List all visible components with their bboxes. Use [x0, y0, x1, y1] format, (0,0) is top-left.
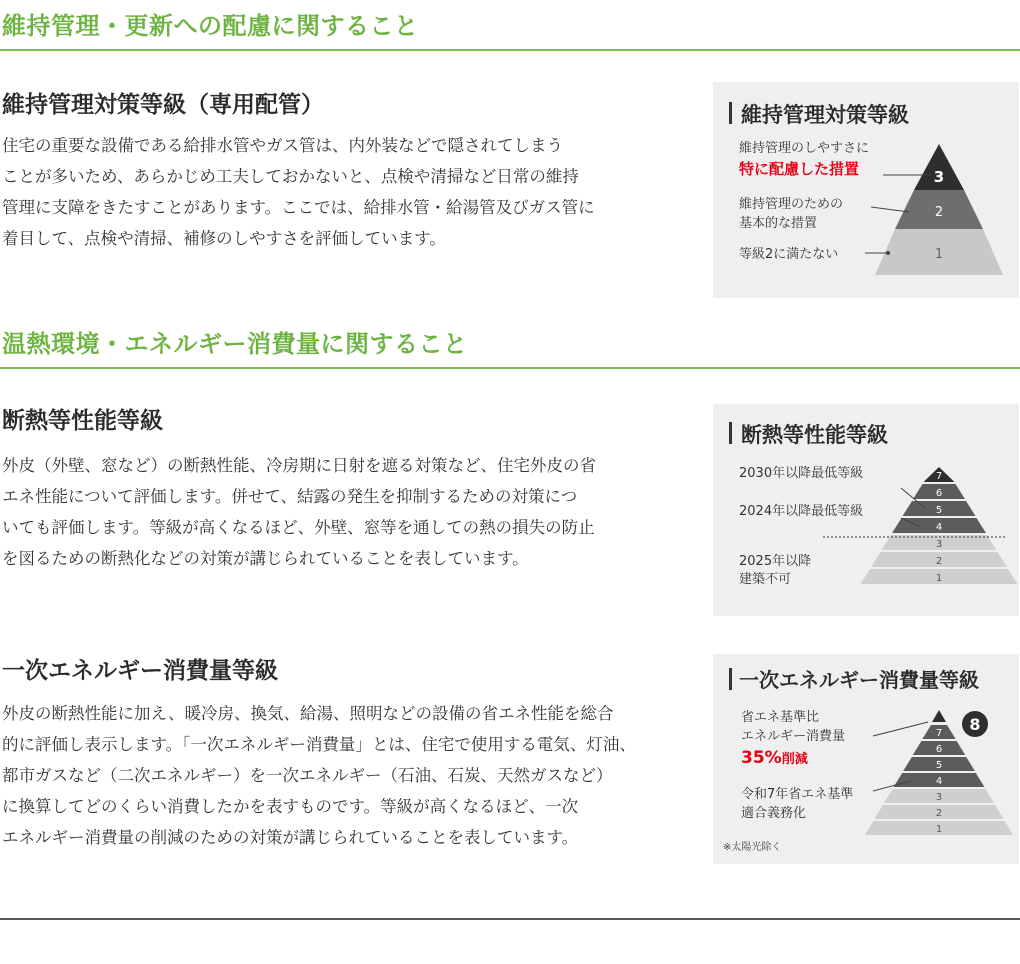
tier-label-3: 3 — [933, 168, 945, 186]
text-line: 的に評価し表示します。「一次エネルギー消費量」とは、住宅で使用する電気、灯油、 — [2, 735, 636, 754]
maintenance-grade-panel — [713, 82, 1019, 298]
text-line: を図るための断熱化などの対策が講じられていることを表しています。 — [2, 549, 529, 568]
text-line: 外皮（外壁、窓など）の断熱性能、冷房期に日射を遮る対策など、住宅外皮の省 — [2, 456, 596, 475]
section-heading: 温熱環境・エネルギー消費量に関すること — [2, 330, 468, 358]
tier-label-1: 1 — [935, 573, 943, 584]
energy-description — [2, 698, 692, 853]
reduction-word: 削減 — [781, 752, 808, 767]
leader-line-2 — [871, 207, 909, 212]
tier-label-7: 7 — [935, 728, 943, 739]
text-line: 着目して、点検や清掃、補修のしやすさを評価しています。 — [2, 229, 446, 248]
tier-label-1: 1 — [935, 824, 943, 835]
tier-label-3: 3 — [935, 792, 943, 803]
maintenance-pyramid-diagram — [713, 82, 1019, 298]
energy-title: 一次エネルギー消費量等級 — [2, 658, 278, 684]
label-special-1: 維持管理のしやすさに — [739, 141, 870, 156]
section-header-thermal — [0, 322, 1020, 369]
insulation-description — [2, 450, 692, 574]
label-2024: 2024年以降最低等級 — [739, 504, 864, 519]
tier-label-5: 5 — [935, 505, 943, 516]
label-2025-2: 建築不可 — [739, 572, 792, 587]
maintenance-description — [2, 130, 692, 254]
bottom-divider — [0, 918, 1020, 920]
insulation-title: 断熱等性能等級 — [2, 408, 163, 434]
tier-label-5: 5 — [935, 760, 943, 771]
label-basic-2: 基本的な措置 — [739, 216, 818, 231]
label-2025-1: 2025年以降 — [739, 554, 812, 569]
panel-title-bar — [729, 102, 732, 124]
panel-title: 断熱等性能等級 — [741, 423, 888, 447]
tier-label-4: 4 — [935, 776, 943, 787]
panel-title: 一次エネルギー消費量等級 — [739, 668, 979, 692]
section-heading: 維持管理・更新への配慮に関すること — [2, 12, 419, 40]
tier-label-3: 3 — [935, 539, 943, 550]
panel-title-bar — [729, 668, 732, 690]
energy-pyramid-diagram — [713, 654, 1019, 864]
tier-label-7: 7 — [935, 471, 943, 482]
text-line: エネルギー消費量の削減のための対策が講じられていることを表しています。 — [2, 828, 579, 847]
text-line: ことが多いため、あらかじめ工夫しておかないと、点検や清掃など日常の維持 — [2, 167, 579, 186]
section-header-maintenance — [0, 4, 1020, 51]
label-energy-3 — [741, 748, 809, 768]
label-special-2: 特に配慮した措置 — [739, 160, 860, 178]
insulation-pyramid-diagram — [713, 404, 1019, 616]
tier-label-6: 6 — [935, 488, 943, 499]
text-line: 管理に支障をきたすことがあります。ここでは、給排水管・給湯管及びガス管に — [2, 198, 595, 217]
label-below-2: 等級2に満たない — [739, 247, 839, 262]
energy-grade-panel — [713, 654, 1019, 864]
label-mandate-1: 令和7年省エネ基準 — [741, 787, 854, 802]
text-line: に換算してどのくらい消費したかを表すものです。等級が高くなるほど、一次 — [2, 797, 579, 816]
label-energy-1: 省エネ基準比 — [741, 710, 820, 725]
solar-note: ※太陽光除く — [723, 842, 782, 853]
tier-label-2: 2 — [935, 556, 943, 567]
leader-dot — [886, 251, 890, 255]
tier-label-6: 6 — [935, 744, 943, 755]
panel-title: 維持管理対策等級 — [741, 103, 909, 127]
energy-tiers — [865, 725, 1013, 835]
reduction-percent: 35% — [741, 748, 782, 768]
text-line: 都市ガスなど（二次エネルギー）を一次エネルギー（石油、石炭、天然ガスなど） — [2, 766, 613, 785]
label-mandate-2: 適合義務化 — [741, 806, 807, 821]
tier-label-4: 4 — [935, 522, 943, 533]
grade-8-badge-label: 8 — [969, 715, 981, 734]
leader-line-8 — [873, 722, 928, 736]
insulation-grade-panel — [713, 404, 1019, 616]
label-2030: 2030年以降最低等級 — [739, 466, 864, 481]
text-line: いても評価します。等級が高くなるほど、外壁、窓等を通しての熱の損失の防止 — [2, 518, 595, 537]
text-line: エネ性能について評価します。併せて、結露の発生を抑制するための対策につ — [2, 487, 578, 506]
pyramid-tier-8 — [932, 710, 946, 722]
panel-title-bar — [729, 422, 732, 444]
label-basic-1: 維持管理のための — [739, 197, 844, 212]
tier-label-1: 1 — [934, 247, 944, 262]
label-energy-2: エネルギー消費量 — [741, 729, 846, 744]
tier-label-2: 2 — [934, 205, 944, 220]
maintenance-title: 維持管理対策等級（専用配管） — [2, 92, 324, 118]
text-line: 住宅の重要な設備である給排水管やガス管は、内外装などで隠されてしまう — [2, 136, 563, 155]
tier-label-2: 2 — [935, 808, 943, 819]
text-line: 外皮の断熱性能に加え、暖冷房、換気、給湯、照明などの設備の省エネ性能を総合 — [2, 704, 614, 723]
insulation-tiers — [861, 467, 1018, 584]
